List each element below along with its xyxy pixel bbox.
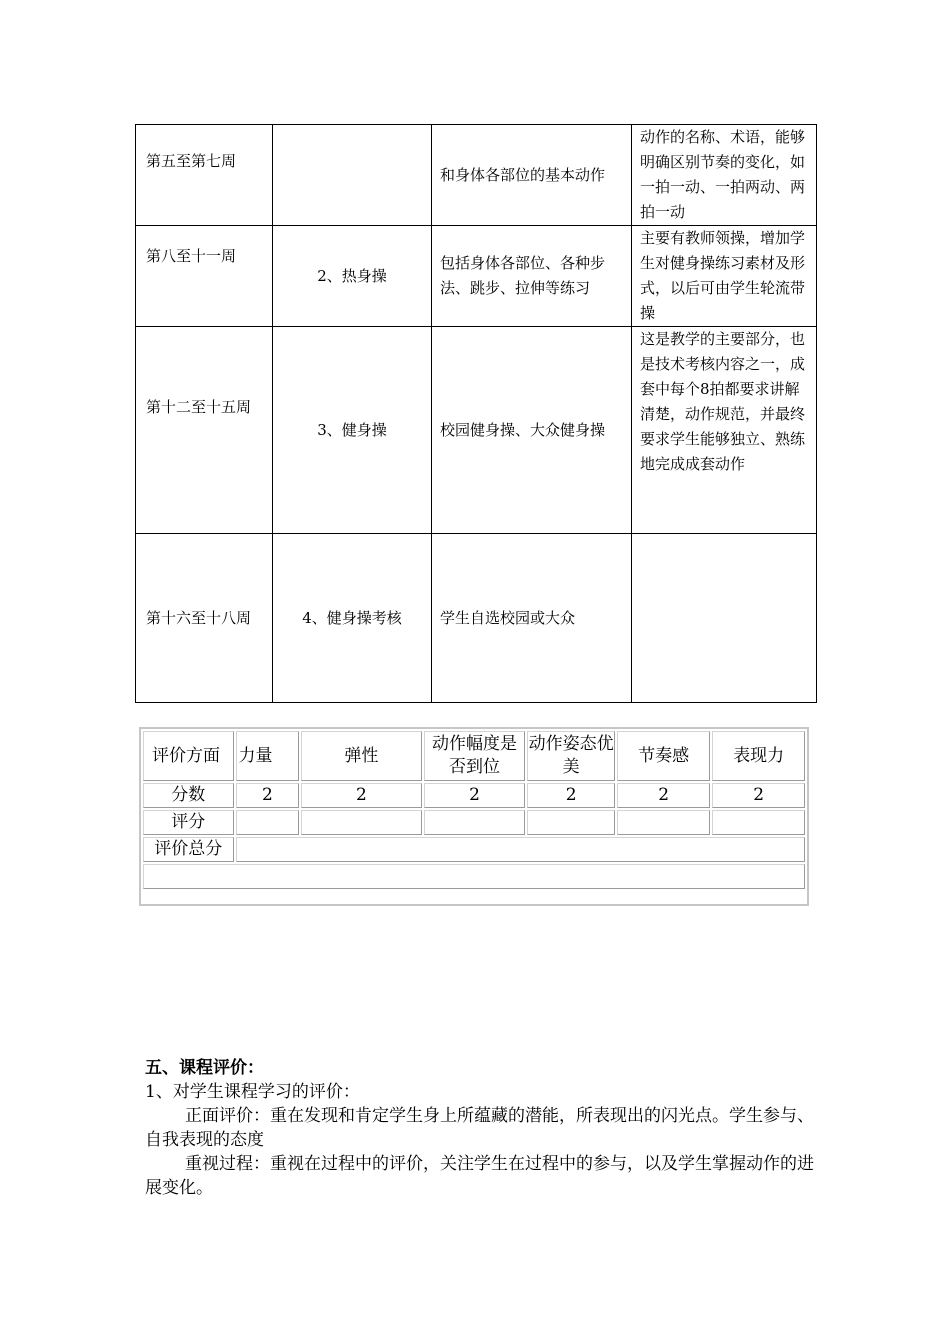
score-cell: 2 <box>424 783 526 808</box>
table-row <box>143 731 805 781</box>
item-cell: 3、健身操 <box>273 327 432 534</box>
table-row <box>143 864 805 889</box>
item-cell <box>273 125 432 226</box>
evaluation-table-frame <box>139 727 809 906</box>
content-cell: 和身体各部位的基本动作 <box>432 125 632 226</box>
notes-cell: 这是教学的主要部分，也是技术考核内容之一，成套中每个8拍都要求讲解清楚，动作规范，并最终要求学生能够独立、熟练地完成成套动作 <box>632 327 817 534</box>
week-cell: 第五至第七周 <box>136 125 273 226</box>
criteria-header-label: 评价方面 <box>143 731 234 781</box>
item-cell: 4、健身操考核 <box>273 534 432 703</box>
criterion-cell: 弹性 <box>301 731 421 781</box>
course-evaluation-section <box>145 1056 815 1200</box>
grade-cell <box>712 810 805 835</box>
table-row <box>136 226 817 327</box>
total-cell <box>236 837 806 862</box>
schedule-table <box>135 124 817 703</box>
score-cell: 2 <box>527 783 614 808</box>
criterion-cell: 动作姿态优美 <box>527 731 614 781</box>
table-row <box>136 534 817 703</box>
week-cell: 第八至十一周 <box>136 226 273 327</box>
content-cell: 学生自选校园或大众 <box>432 534 632 703</box>
empty-row-cell <box>143 864 805 889</box>
criterion-cell: 节奏感 <box>617 731 711 781</box>
table-row <box>136 327 817 534</box>
content-cell: 包括身体各部位、各种步法、跳步、拉伸等练习 <box>432 226 632 327</box>
criterion-cell: 表现力 <box>712 731 805 781</box>
score-cell: 2 <box>236 783 300 808</box>
table-row <box>136 125 817 226</box>
paragraph: 正面评价：重在发现和肯定学生身上所蕴藏的潜能，所表现出的闪光点。学生参与、自我表现的态度 <box>145 1106 814 1150</box>
table-row <box>143 810 805 835</box>
score-label: 分数 <box>143 783 234 808</box>
table-row <box>143 837 805 862</box>
notes-cell <box>632 534 817 703</box>
grade-cell <box>236 810 300 835</box>
table-row <box>143 783 805 808</box>
grade-cell <box>301 810 421 835</box>
score-cell: 2 <box>712 783 805 808</box>
paragraph: 重视过程：重视在过程中的评价，关注学生在过程中的参与，以及学生掌握动作的进展变化。 <box>145 1154 814 1198</box>
criterion-cell: 动作幅度是否到位 <box>424 731 526 781</box>
grade-cell <box>424 810 526 835</box>
criterion-cell: 力量 <box>236 731 300 781</box>
evaluation-table <box>141 729 807 891</box>
week-cell: 第十二至十五周 <box>136 327 273 534</box>
grade-cell <box>617 810 711 835</box>
content-cell: 校园健身操、大众健身操 <box>432 327 632 534</box>
item-cell: 2、热身操 <box>273 226 432 327</box>
notes-cell: 主要有教师领操，增加学生对健身操练习素材及形式，以后可由学生轮流带操 <box>632 226 817 327</box>
total-label: 评价总分 <box>143 837 234 862</box>
section-heading: 五、课程评价： <box>145 1058 264 1078</box>
score-cell: 2 <box>301 783 421 808</box>
subheading: 1、对学生课程学习的评价： <box>145 1082 360 1102</box>
grade-cell <box>527 810 614 835</box>
grade-label: 评分 <box>143 810 234 835</box>
score-cell: 2 <box>617 783 711 808</box>
notes-cell: 动作的名称、术语，能够明确区别节奏的变化，如一拍一动、一拍两动、两拍一动 <box>632 125 817 226</box>
week-cell: 第十六至十八周 <box>136 534 273 703</box>
